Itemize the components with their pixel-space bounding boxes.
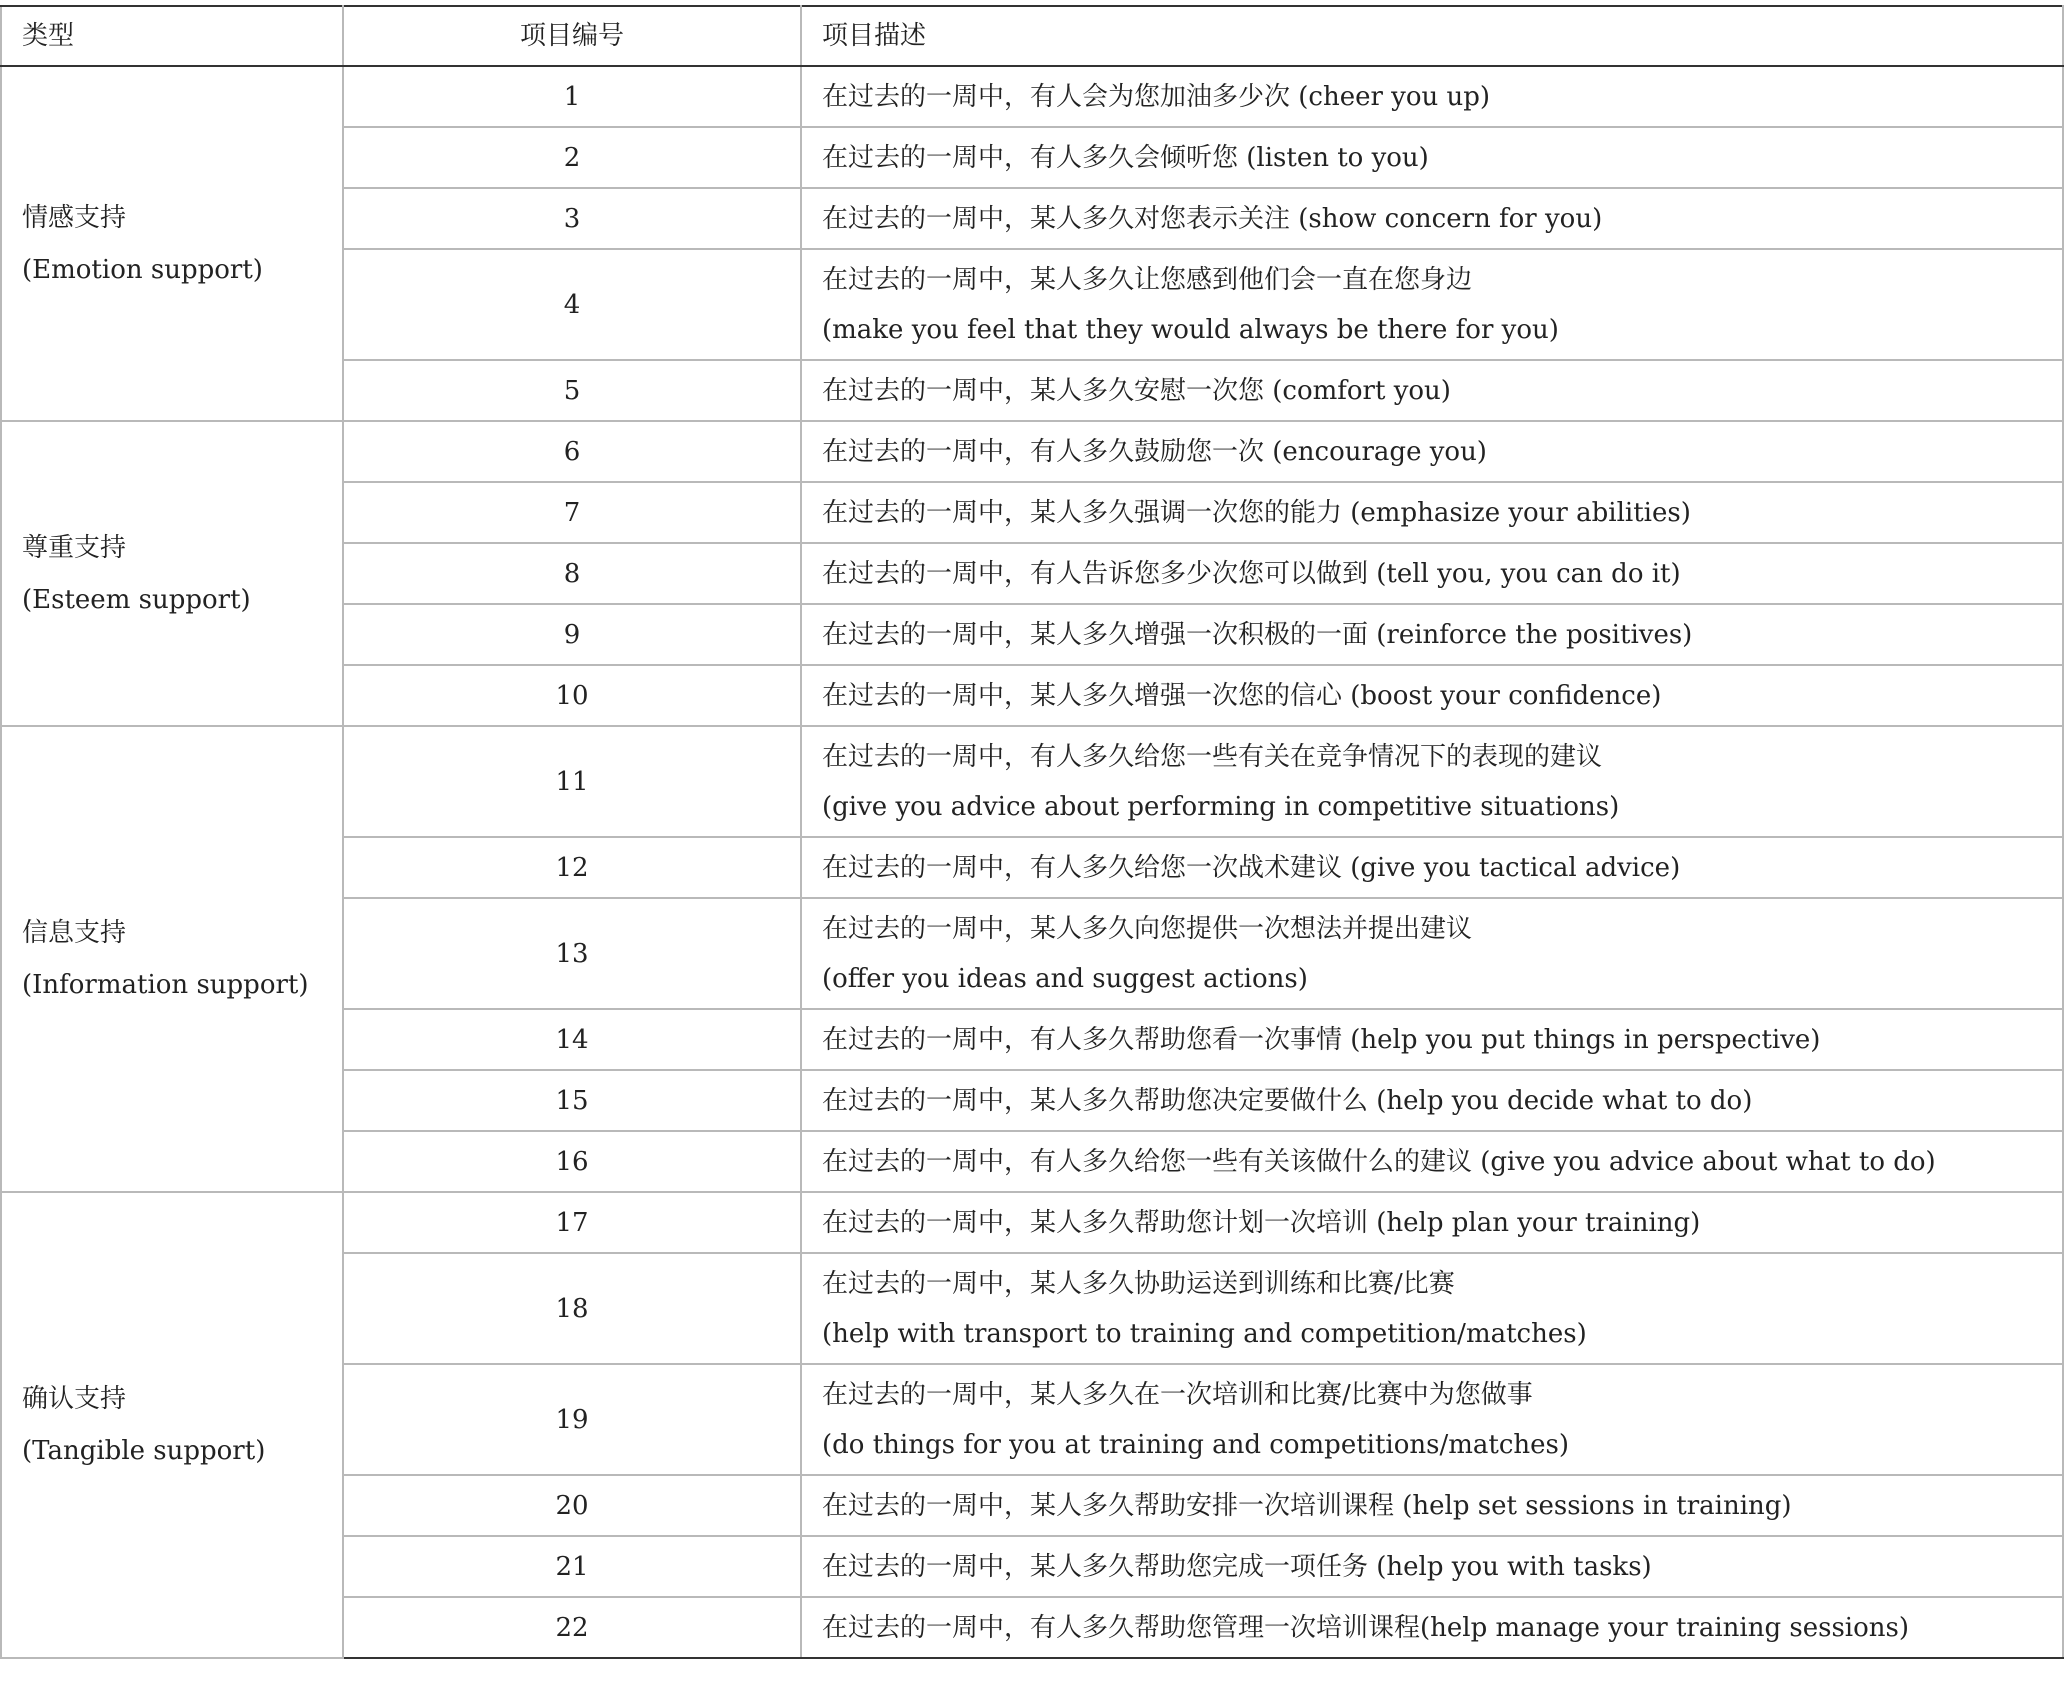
item-description-line: 在过去的一周中，某人多久帮助您决定要做什么 (help you decide what to do) [822,1085,1753,1116]
item-number: 20 [343,1475,801,1536]
item-description-line: 在过去的一周中，有人多久会倾听您 (listen to you) [822,142,1429,173]
item-description [801,1536,2063,1597]
item-description [801,360,2063,421]
item-description [801,726,2063,837]
type-cell [1,726,343,1192]
item-number: 15 [343,1070,801,1131]
item-description-line: (offer you ideas and suggest actions) [822,963,1308,994]
item-description-line: 在过去的一周中，某人多久安慰一次您 (comfort you) [822,375,1451,406]
item-description [801,898,2063,1009]
type-label-zh: 信息支持 [22,918,127,948]
item-description-line: (help with transport to training and competition/matches) [822,1318,1587,1349]
item-number: 11 [343,726,801,837]
item-number: 21 [343,1536,801,1597]
item-description [801,1364,2063,1475]
table-row [1,66,2063,127]
item-number: 17 [343,1192,801,1253]
item-number: 19 [343,1364,801,1475]
item-description-line: 在过去的一周中，某人多久向您提供一次想法并提出建议 [822,913,1473,944]
item-description-line: 在过去的一周中，某人多久对您表示关注 (show concern for you) [822,203,1603,234]
item-description-line: 在过去的一周中，某人多久协助运送到训练和比赛/比赛 [822,1268,1455,1299]
item-description-line: 在过去的一周中，某人多久在一次培训和比赛/比赛中为您做事 [822,1379,1533,1410]
item-number: 1 [343,66,801,127]
item-description [801,1475,2063,1536]
item-description [801,665,2063,726]
item-number: 22 [343,1597,801,1658]
item-number: 3 [343,188,801,249]
item-description [801,1070,2063,1131]
item-number: 18 [343,1253,801,1364]
item-description-line: 在过去的一周中，有人多久给您一些有关在竞争情况下的表现的建议 [822,741,1603,772]
header-description: 项目描述 [801,6,2063,66]
item-description-line: 在过去的一周中，某人多久帮助您计划一次培训 (help plan your training) [822,1207,1701,1238]
item-number: 10 [343,665,801,726]
type-label-en: (Emotion support) [22,254,263,285]
item-description-line: 在过去的一周中，有人告诉您多少次您可以做到 (tell you, you can do it) [822,558,1681,589]
type-label-zh: 情感支持 [22,202,127,233]
type-label-en: (Tangible support) [22,1436,266,1466]
item-description [801,1131,2063,1192]
item-description [801,127,2063,188]
item-number: 4 [343,249,801,360]
item-description-line: 在过去的一周中，有人多久帮助您看一次事情 (help you put things in perspective) [822,1024,1821,1055]
item-description-line: 在过去的一周中，某人多久帮助您完成一项任务 (help you with tasks) [822,1551,1652,1582]
item-description-line: 在过去的一周中，某人多久增强一次您的信心 (boost your confidence) [822,680,1662,711]
item-description-line: 在过去的一周中，有人多久给您一些有关该做什么的建议 (give you advice about what to do) [822,1146,1936,1177]
table-row [1,726,2063,837]
item-description [801,604,2063,665]
header-type: 类型 [1,6,343,66]
item-number: 6 [343,421,801,482]
item-description [801,1009,2063,1070]
item-description [801,543,2063,604]
item-number: 16 [343,1131,801,1192]
item-description-line: 在过去的一周中，某人多久强调一次您的能力 (emphasize your abilities) [822,497,1691,528]
header-number: 项目编号 [343,6,801,66]
item-description-line: 在过去的一周中，有人多久帮助您管理一次培训课程(help manage your training sessions) [822,1612,1909,1643]
table-body [1,66,2063,1658]
table-row [1,421,2063,482]
item-number: 2 [343,127,801,188]
item-description-line: 在过去的一周中，有人多久给您一次战术建议 (give you tactical advice) [822,852,1681,883]
item-description-line: 在过去的一周中，某人多久帮助安排一次培训课程 (help set sessions in training) [822,1490,1792,1521]
item-description [801,1253,2063,1364]
item-description-line: 在过去的一周中，有人多久鼓励您一次 (encourage you) [822,436,1487,467]
table-row [1,1192,2063,1253]
type-label-zh: 尊重支持 [22,532,127,563]
item-description [801,421,2063,482]
type-cell [1,421,343,726]
type-label-en: (Esteem support) [22,584,251,615]
item-description [801,249,2063,360]
type-label-en: (Information support) [22,970,309,1000]
item-number: 9 [343,604,801,665]
item-description-line: (make you feel that they would always be there for you) [822,314,1559,345]
item-description-line: 在过去的一周中，有人会为您加油多少次 (cheer you up) [822,81,1491,112]
item-description-line: 在过去的一周中，某人多久增强一次积极的一面 (reinforce the positives) [822,619,1693,650]
item-description-line: (do things for you at training and competitions/matches) [822,1429,1570,1460]
item-number: 5 [343,360,801,421]
item-description [801,1192,2063,1253]
type-cell [1,66,343,421]
item-number: 12 [343,837,801,898]
item-number: 7 [343,482,801,543]
item-number: 14 [343,1009,801,1070]
type-label-zh: 确认支持 [22,1384,127,1414]
item-description [801,1597,2063,1658]
item-description [801,837,2063,898]
item-description-line: 在过去的一周中，某人多久让您感到他们会一直在您身边 [822,264,1473,295]
type-cell [1,1192,343,1658]
table-header-row [1,6,2063,66]
support-items-table [0,5,2064,1659]
item-description-line: (give you advice about performing in competitive situations) [822,791,1620,822]
item-number: 13 [343,898,801,1009]
item-number: 8 [343,543,801,604]
item-description [801,482,2063,543]
item-description [801,188,2063,249]
item-description [801,66,2063,127]
